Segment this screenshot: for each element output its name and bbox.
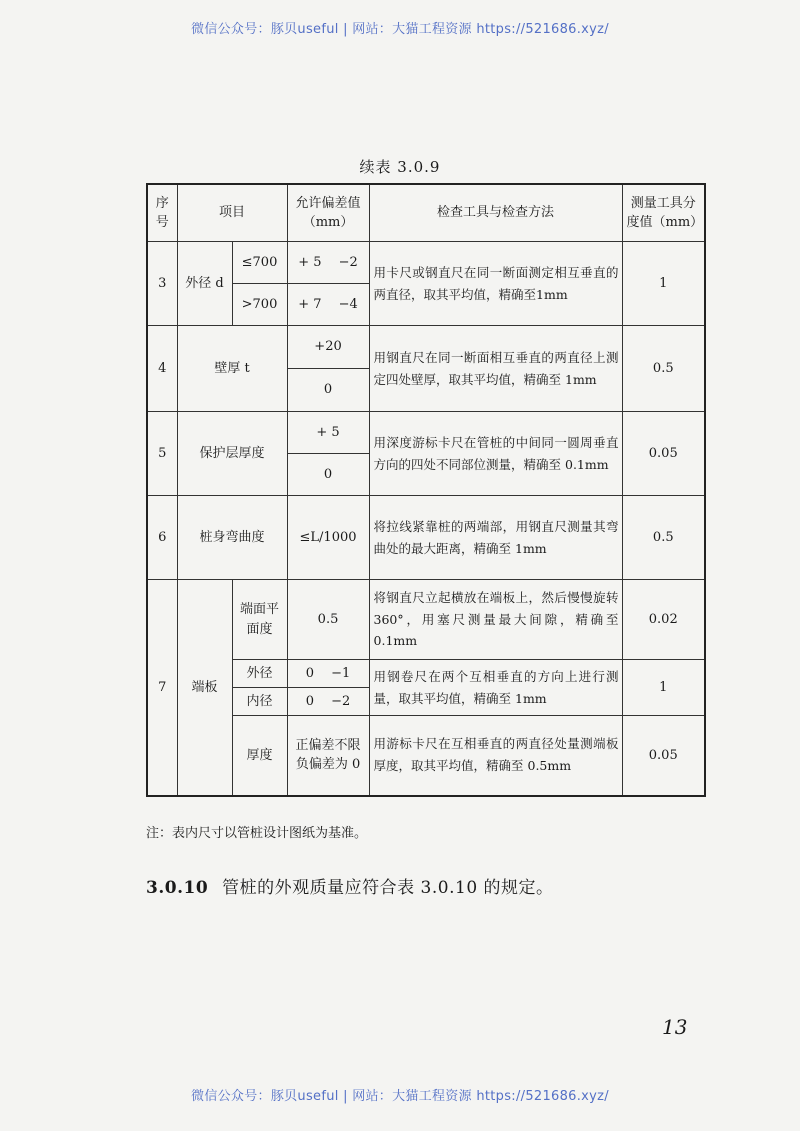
header-resolution: 测量工具分度值（mm） [622,184,705,242]
row3-tol1: + 5 −2 [287,242,369,284]
header-method: 检查工具与检查方法 [369,184,622,242]
row4-tol1: +20 [287,326,369,369]
row7-item: 端板 [177,580,232,796]
row3-seq: 3 [147,242,177,326]
table-header-row [147,184,705,242]
row7-method-flatness: 将钢直尺立起横放在端板上，然后慢慢旋转 360°，用塞尺测量最大间隙，精确至 0.1mm [369,580,622,660]
watermark-bottom: 微信公众号：豚贝useful | 网站：大猫工程资源 https://521686.xyz/ [191,1089,609,1104]
page-number: 13 [662,1015,688,1039]
row3-item: 外径 d [177,242,232,326]
row7-seq: 7 [147,580,177,796]
clause-number: 3.0.10 [146,878,209,898]
row7-res-diameter: 1 [622,660,705,716]
row7-sub-inner: 内径 [232,688,287,716]
row6-seq: 6 [147,496,177,580]
row5-res: 0.05 [622,412,705,496]
row7-res-flatness: 0.02 [622,580,705,660]
row7-tol-thickness: 正偏差不限负偏差为 0 [287,716,369,796]
row7-sub-thickness: 厚度 [232,716,287,796]
row5-seq: 5 [147,412,177,496]
row3-sub2: >700 [232,284,287,326]
row5-tol2: 0 [287,454,369,496]
row7-tol-flatness: 0.5 [287,580,369,660]
table-row [147,326,705,369]
row3-sub1: ≤700 [232,242,287,284]
table-title: 续表 3.0.9 [359,158,441,176]
row3-tol2: + 7 −4 [287,284,369,326]
row4-method: 用钢直尺在同一断面相互垂直的两直径上测定四处壁厚，取其平均值，精确至 1mm [369,326,622,412]
row6-item: 桩身弯曲度 [177,496,287,580]
row7-method-diameter: 用钢卷尺在两个互相垂直的方向上进行测量，取其平均值，精确至 1mm [369,660,622,716]
row7-sub-outer: 外径 [232,660,287,688]
row7-tol-inner: 0 −2 [287,688,369,716]
row7-tol-outer: 0 −1 [287,660,369,688]
clause-text: 管桩的外观质量应符合表 3.0.10 的规定。 [222,878,554,898]
row5-method: 用深度游标卡尺在管桩的中间同一圆周垂直方向的四处不同部位测量，精确至 0.1mm [369,412,622,496]
table-note: 注：表内尺寸以管桩设计图纸为基准。 [146,826,368,841]
row4-tol2: 0 [287,369,369,412]
row6-res: 0.5 [622,496,705,580]
row4-item: 壁厚 t [177,326,287,412]
row4-res: 0.5 [622,326,705,412]
watermark-top: 微信公众号：豚贝useful | 网站：大猫工程资源 https://521686.xyz/ [191,22,609,37]
clause-paragraph [146,873,554,898]
row4-seq: 4 [147,326,177,412]
table-row [147,242,705,284]
row3-method: 用卡尺或钢直尺在同一断面测定相互垂直的两直径，取其平均值，精确至1mm [369,242,622,326]
table-row [147,580,705,660]
row5-tol1: + 5 [287,412,369,454]
header-seq: 序号 [147,184,177,242]
row6-method: 将拉线紧靠桩的两端部，用钢直尺测量其弯曲处的最大距离，精确至 1mm [369,496,622,580]
row3-res: 1 [622,242,705,326]
header-tolerance: 允许偏差值（mm） [287,184,369,242]
row7-sub-flatness: 端面平面度 [232,580,287,660]
header-item: 项目 [177,184,287,242]
row7-res-thickness: 0.05 [622,716,705,796]
table-row [147,412,705,454]
row5-item: 保护层厚度 [177,412,287,496]
inspection-table [146,183,706,797]
table-row [147,496,705,580]
row6-tol: ≤L/1000 [287,496,369,580]
row7-method-thickness: 用游标卡尺在互相垂直的两直径处量测端板厚度，取其平均值，精确至 0.5mm [369,716,622,796]
